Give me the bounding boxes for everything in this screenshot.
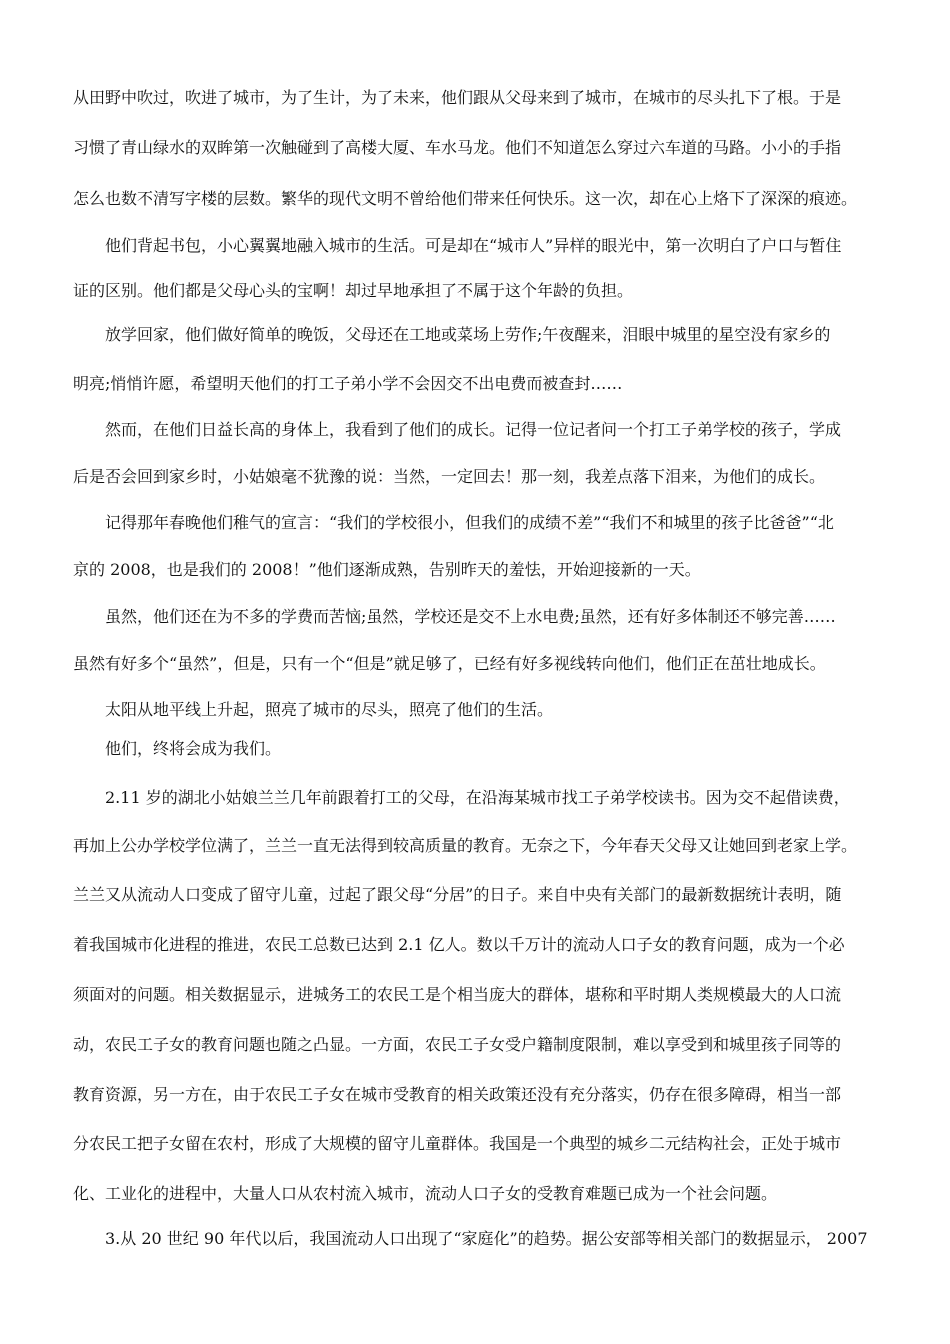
text-line: 动，农民工子女的教育问题也随之凸显。一方面，农民工子女受户籍制度限制，难以享受到和城里孩子同等的 (73, 1035, 842, 1054)
text-line: 明亮;悄悄许愿，希望明天他们的打工子弟小学不会因交不出电费而被查封…… (73, 374, 623, 393)
text-line: 证的区别。他们都是父母心头的宝啊！却过早地承担了不属于这个年龄的负担。 (73, 281, 634, 300)
text-line: 习惯了青山绿水的双眸第一次触碰到了高楼大厦、车水马龙。他们不知道怎么穿过六车道的马路。小小的手指 (73, 138, 842, 157)
text-line: 3.从 20 世纪 90 年代以后，我国流动人口出现了“家庭化”的趋势。据公安部等相关部门的数据显示， 2007 (105, 1229, 868, 1248)
text-line: 须面对的问题。相关数据显示，进城务工的农民工是个相当庞大的群体，堪称和平时期人类规模最大的人口流 (73, 985, 842, 1004)
text-line: 分农民工把子女留在农村，形成了大规模的留守儿童群体。我国是一个典型的城乡二元结构社会，正处于城市 (73, 1134, 842, 1153)
text-line: 记得那年春晚他们稚气的宣言：“我们的学校很小，但我们的成绩不差”“我们不和城里的孩子比爸爸”“北 (105, 513, 834, 532)
text-line: 着我国城市化进程的推进，农民工总数已达到 2.1 亿人。数以千万计的流动人口子女的教育问题，成为一个必 (73, 935, 845, 954)
text-line: 放学回家，他们做好简单的晚饭，父母还在工地或菜场上劳作;午夜醒来，泪眼中城里的星空没有家乡的 (105, 325, 831, 344)
text-line: 京的 2008，也是我们的 2008！”他们逐渐成熟，告别昨天的羞怯，开始迎接新的一天。 (73, 560, 701, 579)
text-line: 然而，在他们日益长高的身体上，我看到了他们的成长。记得一位记者问一个打工子弟学校的孩子，学成 (105, 420, 842, 439)
text-line: 虽然，他们还在为不多的学费而苦恼;虽然，学校还是交不上水电费;虽然，还有好多体制还不够完善…… (105, 607, 836, 626)
text-line: 怎么也数不清写字楼的层数。繁华的现代文明不曾给他们带来任何快乐。这一次，却在心上烙下了深深的痕迹。 (73, 189, 858, 208)
text-line: 后是否会回到家乡时，小姑娘毫不犹豫的说：当然，一定回去！那一刻，我差点落下泪来，为他们的成长。 (73, 467, 826, 486)
text-line: 化、工业化的进程中，大量人口从农村流入城市，流动人口子女的受教育难题已成为一个社会问题。 (73, 1184, 778, 1203)
text-line: 兰兰又从流动人口变成了留守儿童，过起了跟父母“分居”的日子。来自中央有关部门的最新数据统计表明，随 (73, 885, 842, 904)
text-line: 太阳从地平线上升起，照亮了城市的尽头，照亮了他们的生活。 (105, 700, 554, 719)
text-line: 教育资源，另一方在，由于农民工子女在城市受教育的相关政策还没有充分落实，仍存在很多障碍，相当一部 (73, 1085, 842, 1104)
text-line: 再加上公办学校学位满了，兰兰一直无法得到较高质量的教育。无奈之下，今年春天父母又让她回到老家上学。 (73, 836, 858, 855)
text-line: 虽然有好多个“虽然”，但是，只有一个“但是”就足够了，已经有好多视线转向他们，他们正在茁壮地成长。 (73, 654, 826, 673)
text-line: 从田野中吹过，吹进了城市，为了生计，为了未来，他们跟从父母来到了城市，在城市的尽头扎下了根。于是 (73, 88, 842, 107)
text-line: 2.11 岁的湖北小姑娘兰兰几年前跟着打工的父母，在沿海某城市找工子弟学校读书。因为交不起借读费， (105, 788, 850, 807)
text-line: 他们，终将会成为我们。 (105, 739, 282, 758)
text-line: 他们背起书包，小心翼翼地融入城市的生活。可是却在“城市人”异样的眼光中，第一次明白了户口与暂住 (105, 236, 842, 255)
